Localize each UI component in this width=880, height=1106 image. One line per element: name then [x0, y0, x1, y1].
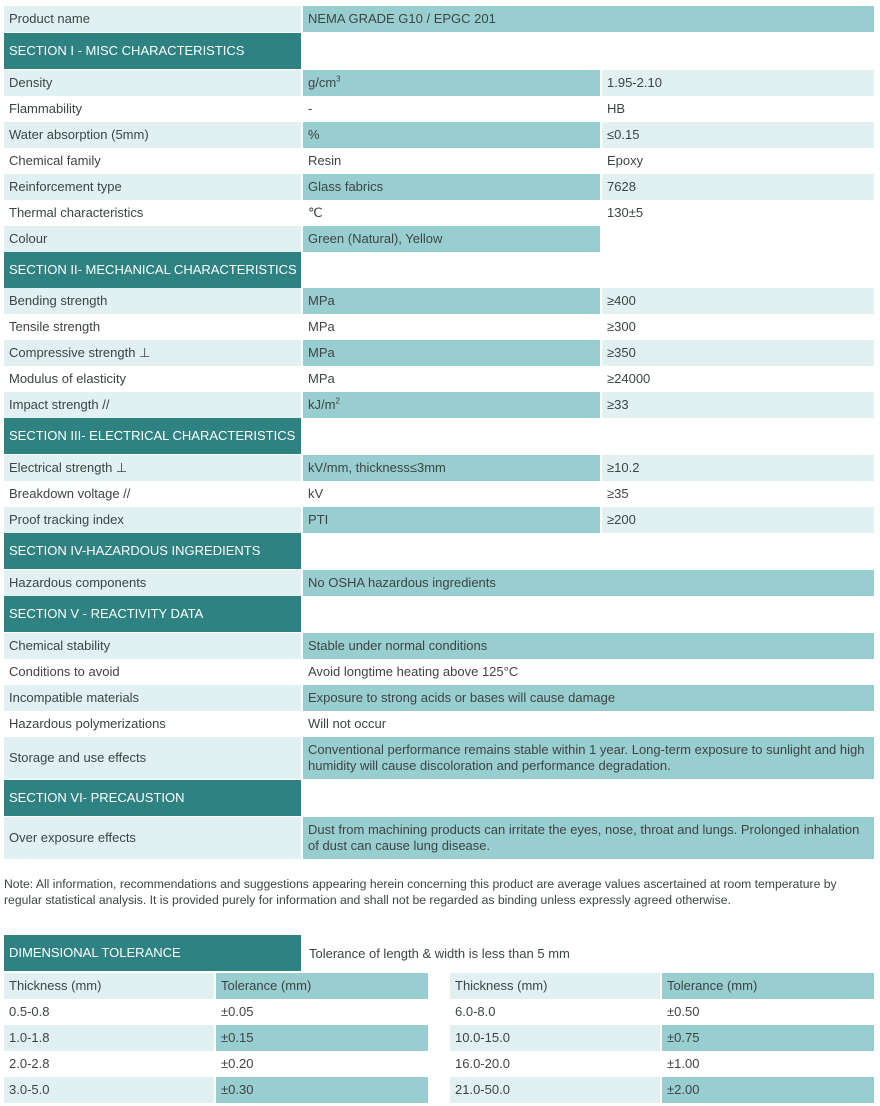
- section-header: SECTION V - REACTIVITY DATA: [4, 596, 301, 632]
- property-unit: MPa: [308, 319, 335, 334]
- property-unit: Resin: [308, 153, 342, 168]
- section-header: SECTION II- MECHANICAL CHARACTERISTICS: [4, 252, 301, 288]
- property-unit: PTI: [303, 507, 600, 533]
- product-label: Product name: [4, 6, 301, 32]
- thickness-value: 3.0-5.0: [4, 1077, 214, 1103]
- property-unit: MPa: [303, 340, 600, 366]
- product-value: NEMA GRADE G10 / EPGC 201: [303, 6, 874, 32]
- table-row: [4, 633, 874, 659]
- property-name: Compressive strength ⊥: [4, 340, 301, 366]
- thickness-header: Thickness (mm): [4, 973, 214, 999]
- property-name: Modulus of elasticity: [9, 371, 127, 386]
- property-name: Breakdown voltage //: [9, 486, 131, 501]
- table-row: [4, 392, 874, 418]
- thickness-value: 1.0-1.8: [4, 1025, 214, 1051]
- property-value: [602, 226, 874, 252]
- table-row: [4, 122, 874, 148]
- tolerance-row: [4, 999, 428, 1025]
- property-name: Tensile strength: [9, 319, 101, 334]
- dimensional-tolerance-subtitle: Tolerance of length & width is less than 5 mm: [309, 946, 570, 961]
- tolerance-header-row: [450, 973, 874, 999]
- table-row: [4, 817, 874, 859]
- property-unit: MPa: [303, 288, 600, 314]
- tolerance-header: Tolerance (mm): [216, 973, 428, 999]
- table-row: [4, 570, 874, 596]
- thickness-value: 10.0-15.0: [450, 1025, 660, 1051]
- table-row: [4, 507, 874, 533]
- property-text: Exposure to strong acids or bases will cause damage: [303, 685, 874, 711]
- tolerance-value: ±0.50: [667, 1004, 700, 1019]
- property-name: Impact strength //: [4, 392, 301, 418]
- property-text: Stable under normal conditions: [303, 633, 874, 659]
- property-text: Avoid longtime heating above 125°C: [308, 664, 519, 679]
- tolerance-value: ±0.15: [216, 1025, 428, 1051]
- thickness-value: 2.0-2.8: [9, 1056, 50, 1071]
- property-unit: MPa: [308, 371, 335, 386]
- property-name: Over exposure effects: [4, 817, 301, 859]
- property-value: ≥24000: [607, 371, 651, 386]
- property-name: Water absorption (5mm): [4, 122, 301, 148]
- property-unit: %: [303, 122, 600, 148]
- property-value: ≥10.2: [602, 455, 874, 481]
- property-text: Will not occur: [308, 716, 387, 731]
- property-name: Proof tracking index: [4, 507, 301, 533]
- property-value: HB: [607, 101, 626, 116]
- section-header: SECTION I - MISC CHARACTERISTICS: [4, 33, 301, 69]
- tolerance-header-row: [4, 973, 428, 999]
- table-row: [4, 340, 874, 366]
- dimensional-tolerance-title: DIMENSIONAL TOLERANCE: [4, 935, 301, 971]
- property-value: 7628: [602, 174, 874, 200]
- property-text: Dust from machining products can irritate the eyes, nose, throat and lungs. Prolonged inhalation of dust can cause lung disease.: [303, 817, 874, 859]
- table-row: [4, 314, 874, 340]
- table-row: [4, 711, 874, 737]
- property-unit: $kJ/m^2$: [303, 392, 600, 418]
- tolerance-value: ±0.30: [216, 1077, 428, 1103]
- table-row: [4, 70, 874, 96]
- table-row: [4, 366, 874, 392]
- property-value: ≥200: [602, 507, 874, 533]
- tolerance-value: ±0.75: [662, 1025, 874, 1051]
- tolerance-header: Tolerance (mm): [662, 973, 874, 999]
- table-row: [4, 148, 874, 174]
- thickness-value: 16.0-20.0: [455, 1056, 510, 1071]
- table-row: [4, 659, 874, 685]
- thickness-value: 0.5-0.8: [9, 1004, 50, 1019]
- property-name: Electrical strength ⊥: [4, 455, 301, 481]
- tolerance-row: [4, 1077, 428, 1103]
- tolerance-value: ±0.05: [221, 1004, 254, 1019]
- property-unit: $g/cm^3$: [303, 70, 600, 96]
- property-text: Conventional performance remains stable within 1 year. Long-term exposure to sunlight and high humidity will cause discoloration and performance degradation.: [303, 737, 874, 779]
- section-header: SECTION IV-HAZARDOUS INGREDIENTS: [4, 533, 301, 569]
- tolerance-row: [4, 1051, 428, 1077]
- tolerance-row: [450, 1025, 874, 1051]
- table-row: [4, 455, 874, 481]
- property-name: Chemical family: [9, 153, 101, 168]
- property-value: 1.95-2.10: [602, 70, 874, 96]
- property-unit: kV: [308, 486, 324, 501]
- table-row: [4, 481, 874, 507]
- property-value: Epoxy: [607, 153, 644, 168]
- property-name: Hazardous polymerizations: [9, 716, 166, 731]
- property-name: Thermal characteristics: [9, 205, 144, 220]
- disclaimer-note: Note: All information, recommendations and suggestions appearing herein concerning this product are average values ascertained at room temperature by regular statistical analysis. It is provided purely for information and shall not be regarded as binding unless expressly agreed otherwise.: [4, 877, 837, 907]
- section-header: SECTION VI- PRECAUSTION: [4, 780, 301, 816]
- tolerance-value: ±1.00: [667, 1056, 700, 1071]
- section-header: SECTION III- ELECTRICAL CHARACTERISTICS: [4, 418, 301, 454]
- property-name: Bending strength: [4, 288, 301, 314]
- table-row: [4, 685, 874, 711]
- property-value: ≥35: [607, 486, 629, 501]
- property-unit: -: [308, 101, 313, 116]
- table-row: [4, 288, 874, 314]
- property-value: ≥350: [602, 340, 874, 366]
- property-text: No OSHA hazardous ingredients: [303, 570, 874, 596]
- property-name: Reinforcement type: [4, 174, 301, 200]
- property-name: Hazardous components: [4, 570, 301, 596]
- property-value: ≥300: [607, 319, 636, 334]
- property-value: ≥33: [602, 392, 874, 418]
- thickness-header: Thickness (mm): [450, 973, 660, 999]
- property-name: Density: [4, 70, 301, 96]
- tolerance-row: [450, 999, 874, 1025]
- tolerance-row: [4, 1025, 428, 1051]
- property-name: Storage and use effects: [4, 737, 301, 779]
- property-value: ≤0.15: [602, 122, 874, 148]
- thickness-value: 6.0-8.0: [455, 1004, 496, 1019]
- table-row: [4, 226, 874, 252]
- tolerance-row: [450, 1077, 874, 1103]
- table-row: [4, 737, 874, 779]
- property-value: 130±5: [607, 205, 644, 220]
- table-row: [4, 96, 874, 122]
- tolerance-row: [450, 1051, 874, 1077]
- tolerance-value: ±2.00: [662, 1077, 874, 1103]
- product-row: [4, 6, 874, 32]
- property-name: Colour: [4, 226, 301, 252]
- property-unit: Green (Natural), Yellow: [303, 226, 600, 252]
- property-name: Incompatible materials: [4, 685, 301, 711]
- tolerance-value: ±0.20: [221, 1056, 254, 1071]
- property-name: Conditions to avoid: [9, 664, 120, 679]
- property-value: ≥400: [602, 288, 874, 314]
- table-row: [4, 200, 874, 226]
- property-unit: ℃: [308, 205, 323, 220]
- table-row: [4, 174, 874, 200]
- property-name: Flammability: [9, 101, 82, 116]
- property-name: Chemical stability: [4, 633, 301, 659]
- property-unit: Glass fabrics: [303, 174, 600, 200]
- property-unit: kV/mm, thickness≤3mm: [303, 455, 600, 481]
- thickness-value: 21.0-50.0: [450, 1077, 660, 1103]
